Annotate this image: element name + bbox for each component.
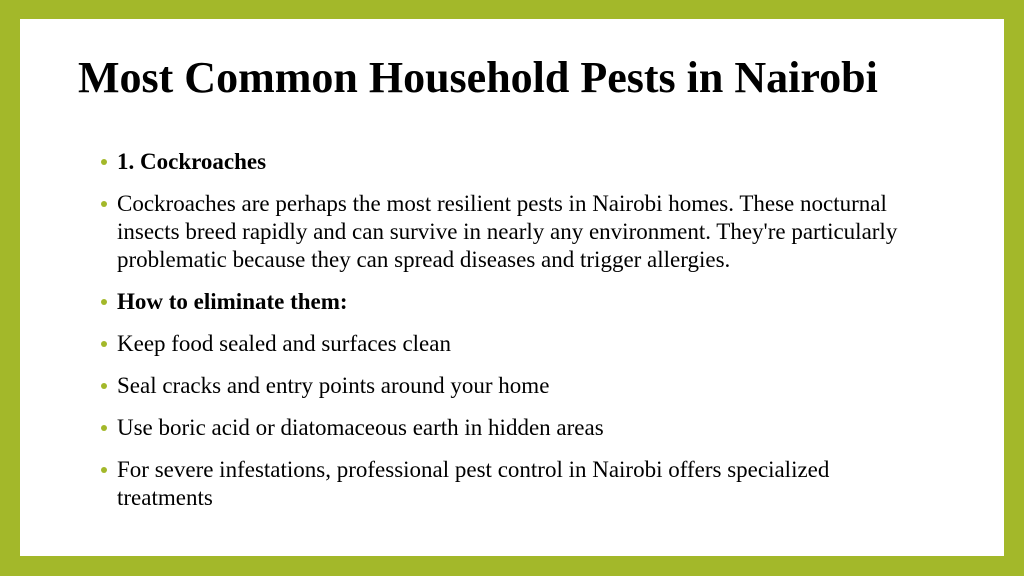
bullet-item <box>96 148 926 176</box>
bullet-dot-icon <box>101 201 107 207</box>
bullet-text: Seal cracks and entry points around your home <box>117 373 550 398</box>
bullet-dot-icon <box>101 383 107 389</box>
bullet-dot-icon <box>101 299 107 305</box>
bullet-item <box>96 288 926 316</box>
bullet-item <box>96 190 926 274</box>
bullet-text: 1. Cockroaches <box>117 149 267 174</box>
bullet-dot-icon <box>101 467 107 473</box>
slide-title: Most Common Household Pests in Nairobi <box>78 53 878 102</box>
bullet-list <box>96 148 926 526</box>
bullet-item <box>96 372 926 400</box>
bullet-item <box>96 414 926 442</box>
bullet-item <box>96 456 926 512</box>
bullet-text: How to eliminate them: <box>117 289 348 314</box>
bullet-dot-icon <box>101 425 107 431</box>
bullet-item <box>96 330 926 358</box>
slide <box>20 19 1004 556</box>
bullet-text: Use boric acid or diatomaceous earth in hidden areas <box>117 415 604 440</box>
bullet-dot-icon <box>101 159 107 165</box>
bullet-text: For severe infestations, professional pest control in Nairobi offers specialized treatments <box>117 457 830 510</box>
bullet-text: Cockroaches are perhaps the most resilient pests in Nairobi homes. These nocturnal insects breed rapidly and can survive in nearly any environment. They're particularly problematic because they can spread diseases and trigger allergies. <box>117 191 898 272</box>
bullet-dot-icon <box>101 341 107 347</box>
bullet-text: Keep food sealed and surfaces clean <box>117 331 451 356</box>
